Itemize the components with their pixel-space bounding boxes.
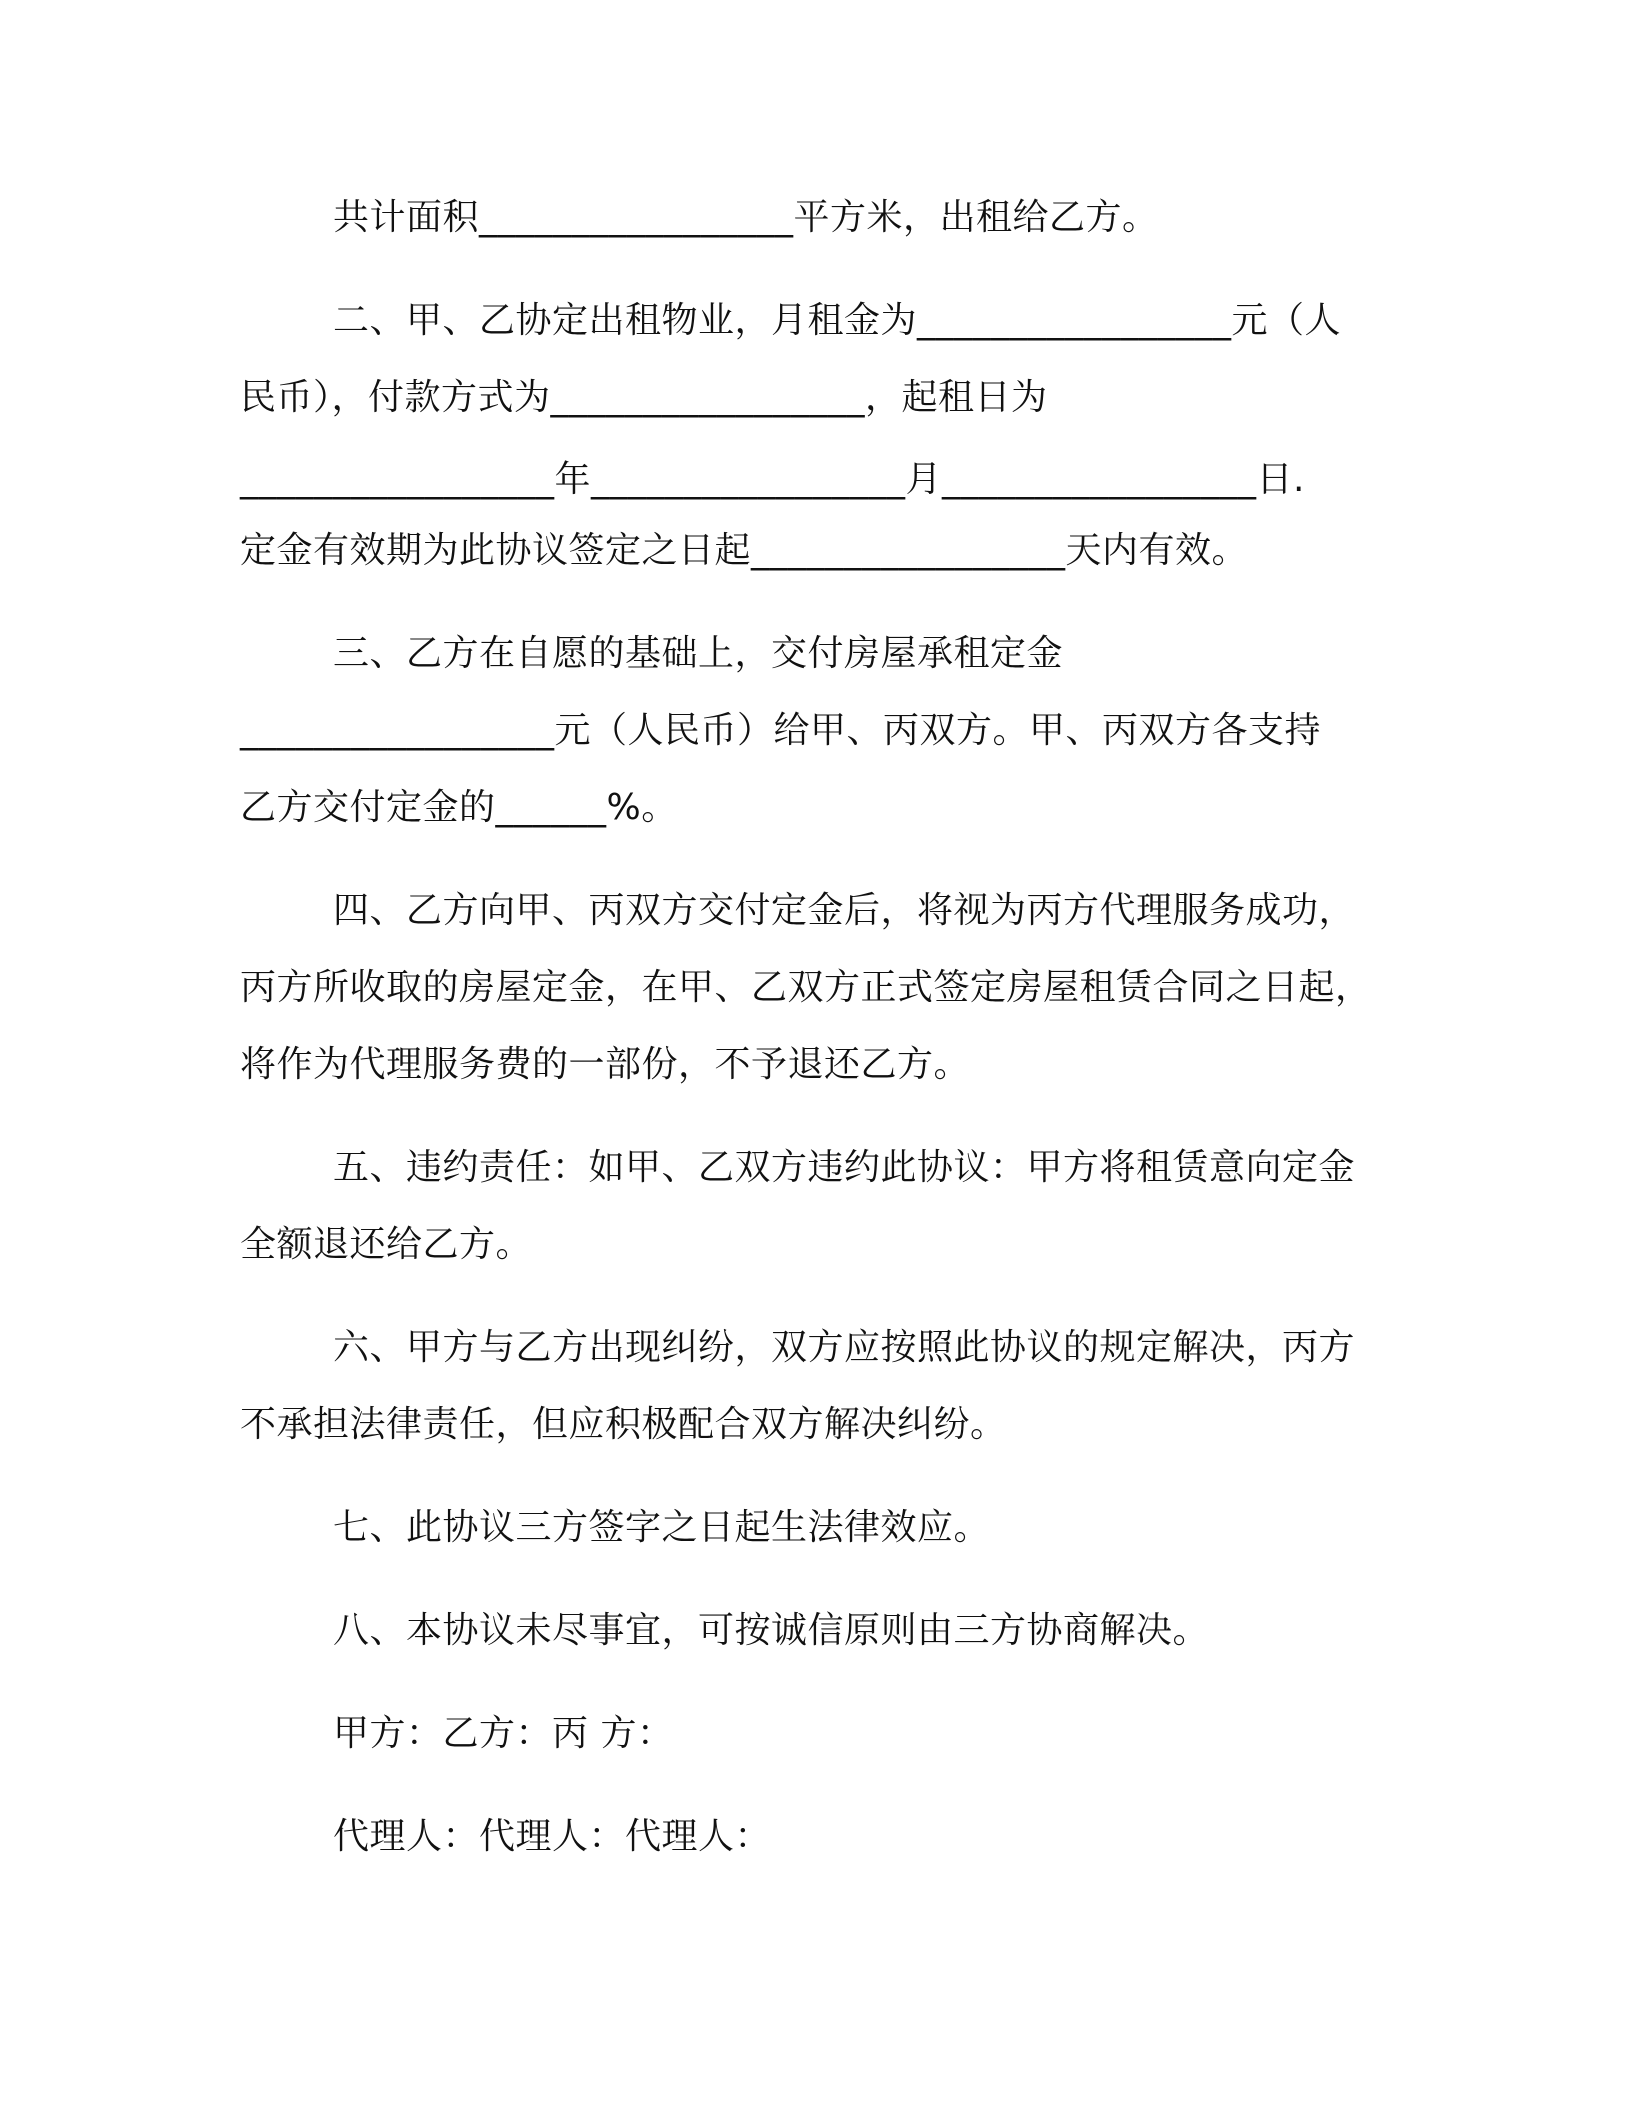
text-line: _________________年_________________月_________________日. (240, 459, 1305, 500)
text-line: 七、此协议三方签字之日起生法律效应。 (333, 1507, 991, 1548)
text-line: 丙方所收取的房屋定金，在甲、乙双方正式签定房屋租赁合同之日起， (240, 967, 1372, 1008)
text-line: 将作为代理服务费的一部份，不予退还乙方。 (240, 1044, 971, 1085)
text-line: 四、乙方向甲、丙双方交付定金后，将视为丙方代理服务成功， (333, 890, 1356, 931)
text-line: 二、甲、乙协定出租物业，月租金为_________________元（人 (333, 300, 1342, 341)
text-line: 五、违约责任：如甲、乙双方违约此协议：甲方将租赁意向定金 (333, 1147, 1356, 1188)
signature-parties-line: 甲方：乙方：丙 方： (333, 1713, 674, 1754)
text-line: 全额退还给乙方。 (240, 1224, 533, 1265)
text-line: 共计面积_________________平方米，出租给乙方。 (333, 197, 1159, 238)
text-line: 八、本协议未尽事宜，可按诚信原则由三方协商解决。 (333, 1610, 1210, 1651)
text-line: 定金有效期为此协议签定之日起_________________天内有效。 (240, 530, 1249, 571)
text-line: 六、甲方与乙方出现纠纷，双方应按照此协议的规定解决，丙方 (333, 1327, 1356, 1368)
agents-line: 代理人：代理人：代理人： (333, 1816, 772, 1857)
text-line: 民币），付款方式为_________________，起租日为 (240, 377, 1048, 418)
text-line: 不承担法律责任，但应积极配合双方解决纠纷。 (240, 1404, 1007, 1445)
text-line: _________________元（人民币）给甲、丙双方。甲、丙双方各支持 (240, 710, 1322, 751)
text-line: 乙方交付定金的______%。 (240, 787, 678, 828)
text-line: 三、乙方在自愿的基础上，交付房屋承租定金 (333, 633, 1064, 674)
